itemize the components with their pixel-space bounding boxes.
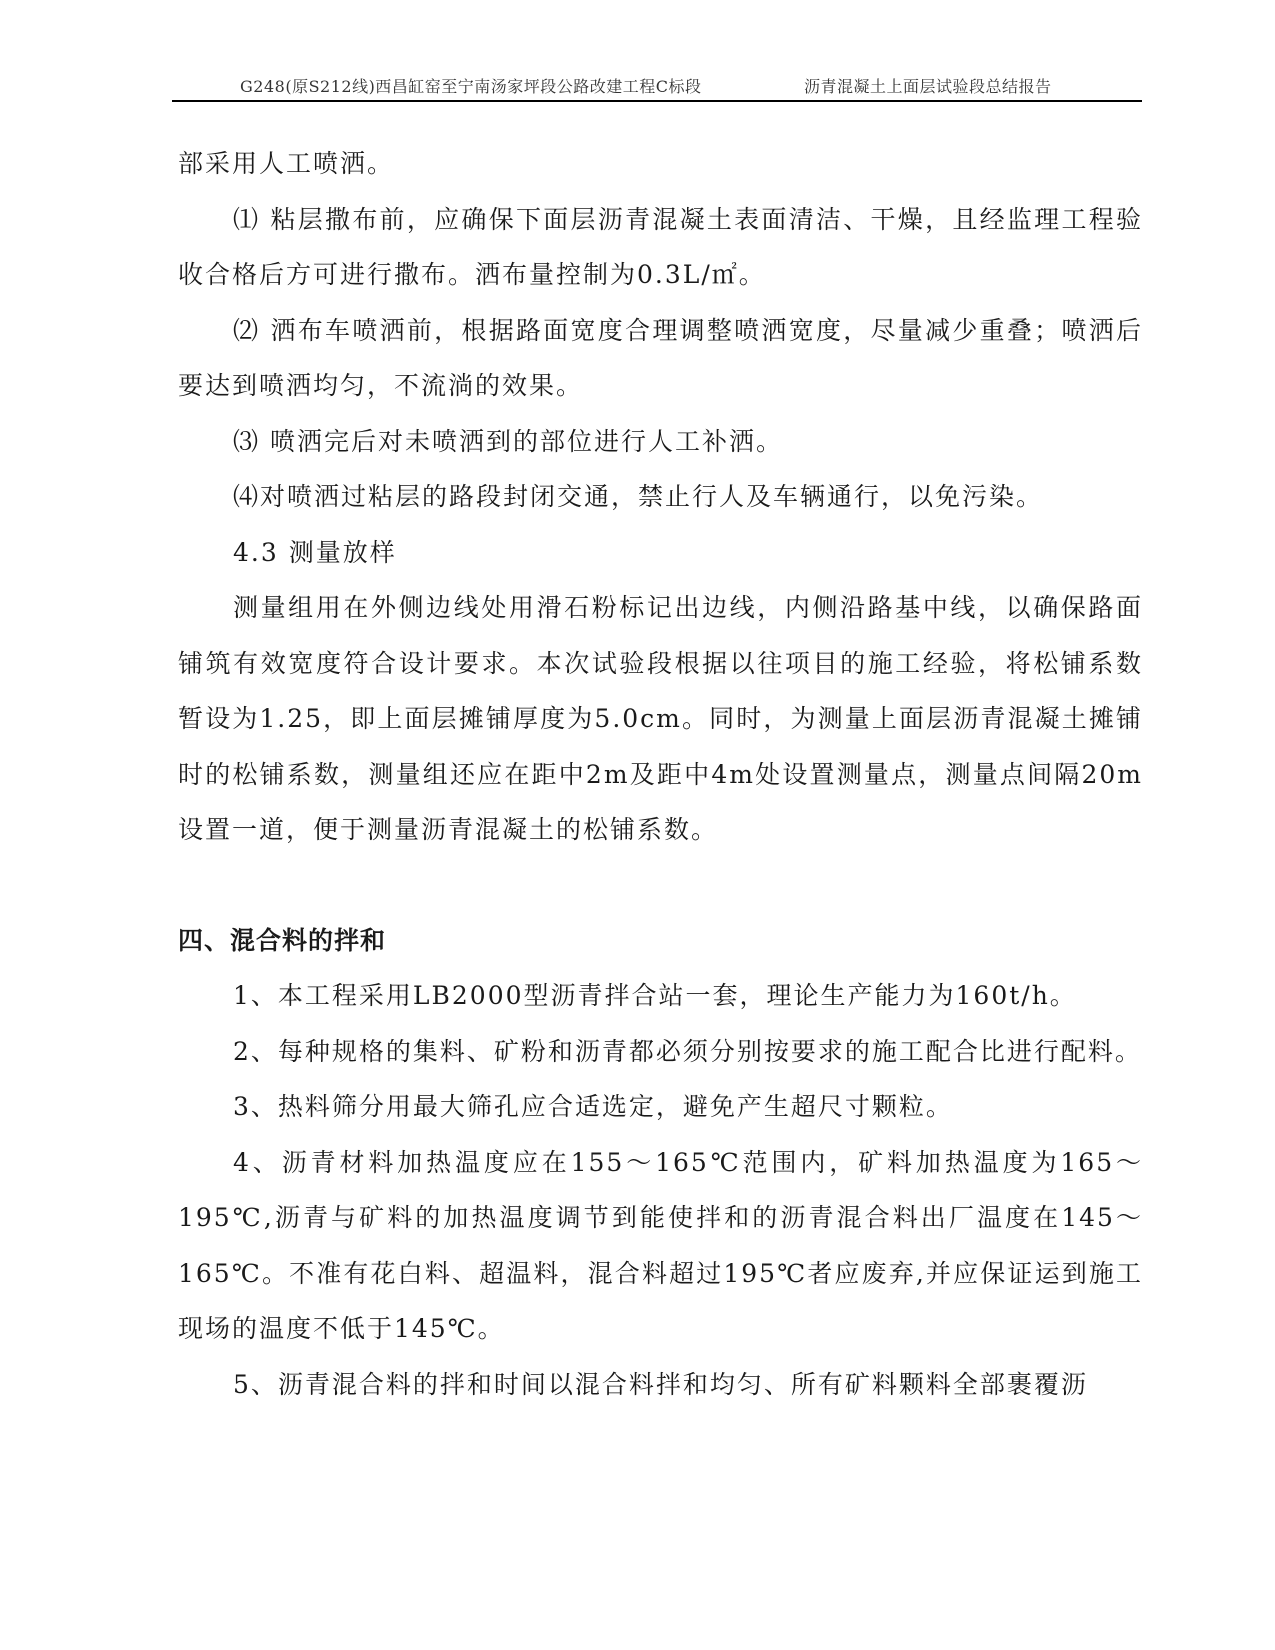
paragraph: ⑴ 粘层撒布前，应确保下面层沥青混凝土表面清洁、干燥，且经监理工程验收合格后方可进行撒布。洒布量控制为0.3L/㎡。 [178,204,1143,289]
paragraph: ⑷对喷洒过粘层的路段封闭交通，禁止行人及车辆通行，以免污染。 [233,482,1044,511]
paragraph: 5、沥青混合料的拌和时间以混合料拌和均匀、所有矿料颗料全部裹覆沥 [233,1369,1088,1399]
paragraph: 1、本工程采用LB2000型沥青拌合站一套，理论生产能力为160t/h。 [233,981,1077,1010]
paragraph: 4.3 测量放样 [233,537,397,567]
paragraph: 2、每种规格的集料、矿粉和沥青都必须分别按要求的施工配合比进行配料。 [233,1036,1142,1066]
paragraph: 部采用人工喷洒。 [178,149,395,178]
header-report-title: 沥青混凝土上面层试验段总结报告 [804,77,1052,96]
document-body [178,136,1143,1412]
page-header [172,70,1142,102]
paragraph: ⑶ 喷洒完后对未喷洒到的部位进行人工补洒。 [233,426,783,456]
paragraph: 测量组用在外侧边线处用滑石粉标记出边线，内侧沿路基中线，以确保路面铺筑有效宽度符合设计要求。本次试验段根据以往项目的施工经验，将松铺系数暂设为1.25，即上面层摊铺厚度为5.0cm。同时，为测量上面层沥青混凝土摊铺时的松铺系数，测量组还应在距中2m及距中4m处设置测量点，测量点间隔20m设置一道，便于测量沥青混凝土的松铺系数。 [178,593,1143,844]
paragraph-gap [178,858,1143,913]
header-project-title: G248(原S212线)西昌缸窑至宁南汤家坪段公路改建工程C标段 [240,77,702,96]
paragraph: ⑵ 洒布车喷洒前，根据路面宽度合理调整喷洒宽度，尽量减少重叠；喷洒后要达到喷洒均匀，不流淌的效果。 [178,315,1143,400]
paragraph: 4、沥青材料加热温度应在155～165℃范围内，矿料加热温度为165～195℃,沥青与矿料的加热温度调节到能使拌和的沥青混合料出厂温度在145～165℃。不准有花白料、超温料，混合料超过195℃者应废弃,并应保证运到施工现场的温度不低于145℃。 [178,1147,1143,1343]
paragraph: 3、热料筛分用最大筛孔应合适选定，避免产生超尺寸颗粒。 [233,1092,953,1121]
section-heading: 四、混合料的拌和 [178,925,387,955]
